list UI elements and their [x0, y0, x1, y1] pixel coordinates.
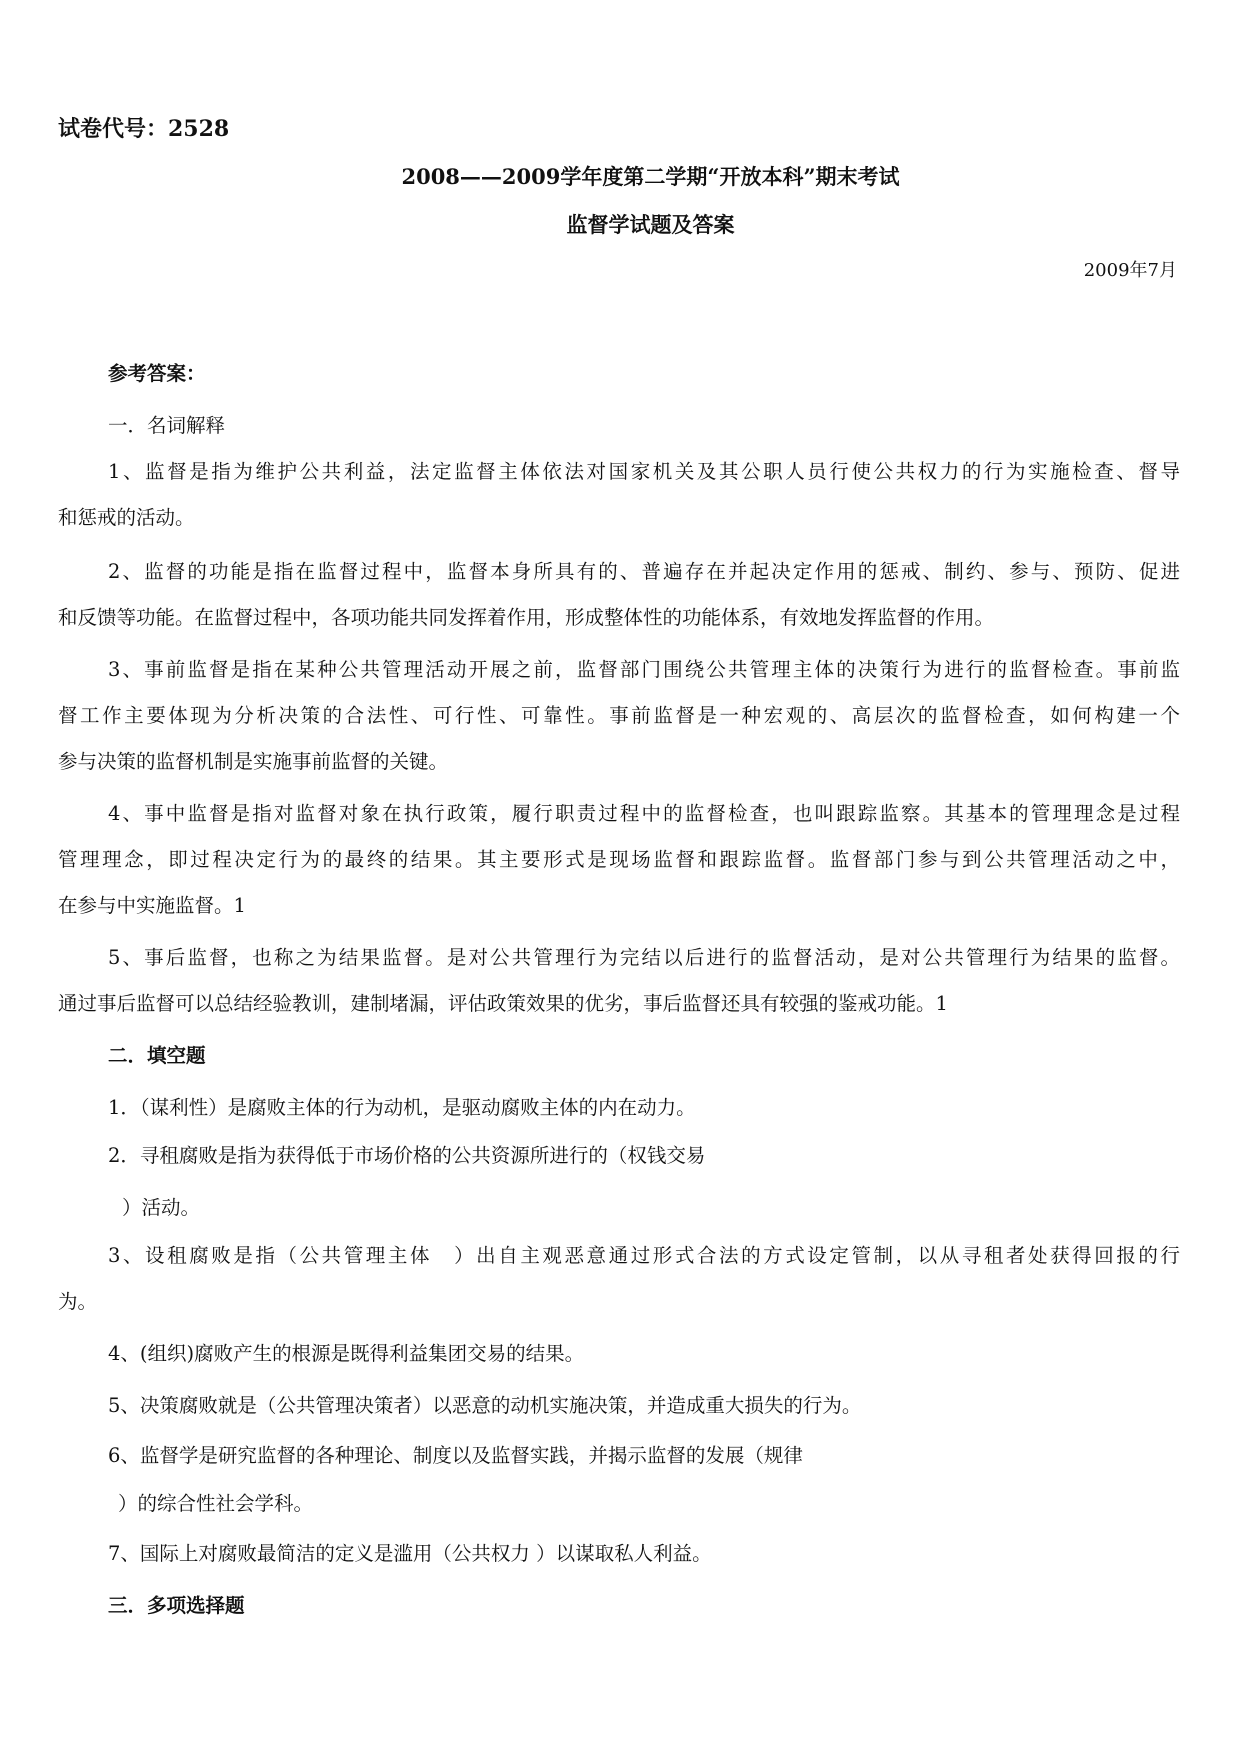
exam-code: 试卷代号：2528 [58, 116, 230, 142]
section1-line: 1、监督是指为维护公共利益，法定监督主体依法对国家机关及其公职人员行使公共权力的行为实施检查、督导 [108, 460, 1180, 483]
section1-line: 和惩戒的活动。 [58, 506, 195, 529]
section1-heading: 一．名词解释 [108, 414, 226, 437]
section1-line: 2、监督的功能是指在监督过程中，监督本身所具有的、普遍存在并起决定作用的惩戒、制约、参与、预防、促进 [108, 560, 1180, 583]
section2-line: 7、国际上对腐败最简洁的定义是滥用（公共权力 ）以谋取私人利益。 [108, 1542, 712, 1565]
exam-subtitle: 监督学试题及答案 [566, 212, 735, 237]
section1-line: 5、事后监督，也称之为结果监督。是对公共管理行为完结以后进行的监督活动，是对公共管理行为结果的监督。 [108, 946, 1180, 969]
section1-line: 4、事中监督是指对监督对象在执行政策，履行职责过程中的监督检查，也叫跟踪监察。其基本的管理理念是过程 [108, 802, 1180, 825]
section2-heading: 二．填空题 [108, 1044, 206, 1067]
section2-line: 5、决策腐败就是（公共管理决策者）以恶意的动机实施决策，并造成重大损失的行为。 [108, 1394, 862, 1417]
exam-title: 2008——2009学年度第二学期“开放本科”期末考试 [401, 164, 900, 189]
section2-line: ）的综合性社会学科。 [118, 1492, 314, 1515]
section2-line: 3、设租腐败是指（公共管理主体 ）出自主观恶意通过形式合法的方式设定管制，以从寻租者处获得回报的行 [108, 1244, 1180, 1267]
section2-line: ）活动。 [122, 1196, 201, 1219]
section2-line: 1．（谋利性）是腐败主体的行为动机，是驱动腐败主体的内在动力。 [108, 1096, 696, 1119]
section2-line: 6、监督学是研究监督的各种理论、制度以及监督实践，并揭示监督的发展（规律 [108, 1444, 803, 1467]
section1-line: 督工作主要体现为分析决策的合法性、可行性、可靠性。事前监督是一种宏观的、高层次的监督检查，如何构建一个 [58, 704, 1180, 727]
section1-line: 管理理念，即过程决定行为的最终的结果。其主要形式是现场监督和跟踪监督。监督部门参与到公共管理活动之中， [58, 848, 1180, 871]
section2-line: 4、(组织)腐败产生的根源是既得利益集团交易的结果。 [108, 1342, 585, 1365]
section2-line: 2．寻租腐败是指为获得低于市场价格的公共资源所进行的（权钱交易 [108, 1144, 706, 1167]
exam-date: 2009年7月 [1083, 260, 1177, 281]
section3-heading: 三．多项选择题 [108, 1594, 245, 1617]
section2-line: 为。 [58, 1290, 98, 1313]
section1-line: 和反馈等功能。在监督过程中，各项功能共同发挥着作用，形成整体性的功能体系，有效地发挥监督的作用。 [58, 606, 995, 629]
section1-line: 在参与中实施监督。1 [58, 894, 246, 917]
section1-line: 参与决策的监督机制是实施事前监督的关键。 [58, 750, 449, 773]
section1-line: 通过事后监督可以总结经验教训，建制堵漏，评估政策效果的优劣，事后监督还具有较强的鉴戒功能。1 [58, 992, 948, 1015]
section1-line: 3、事前监督是指在某种公共管理活动开展之前，监督部门围绕公共管理主体的决策行为进行的监督检查。事前监 [108, 658, 1180, 681]
answers-heading: 参考答案： [108, 362, 206, 385]
